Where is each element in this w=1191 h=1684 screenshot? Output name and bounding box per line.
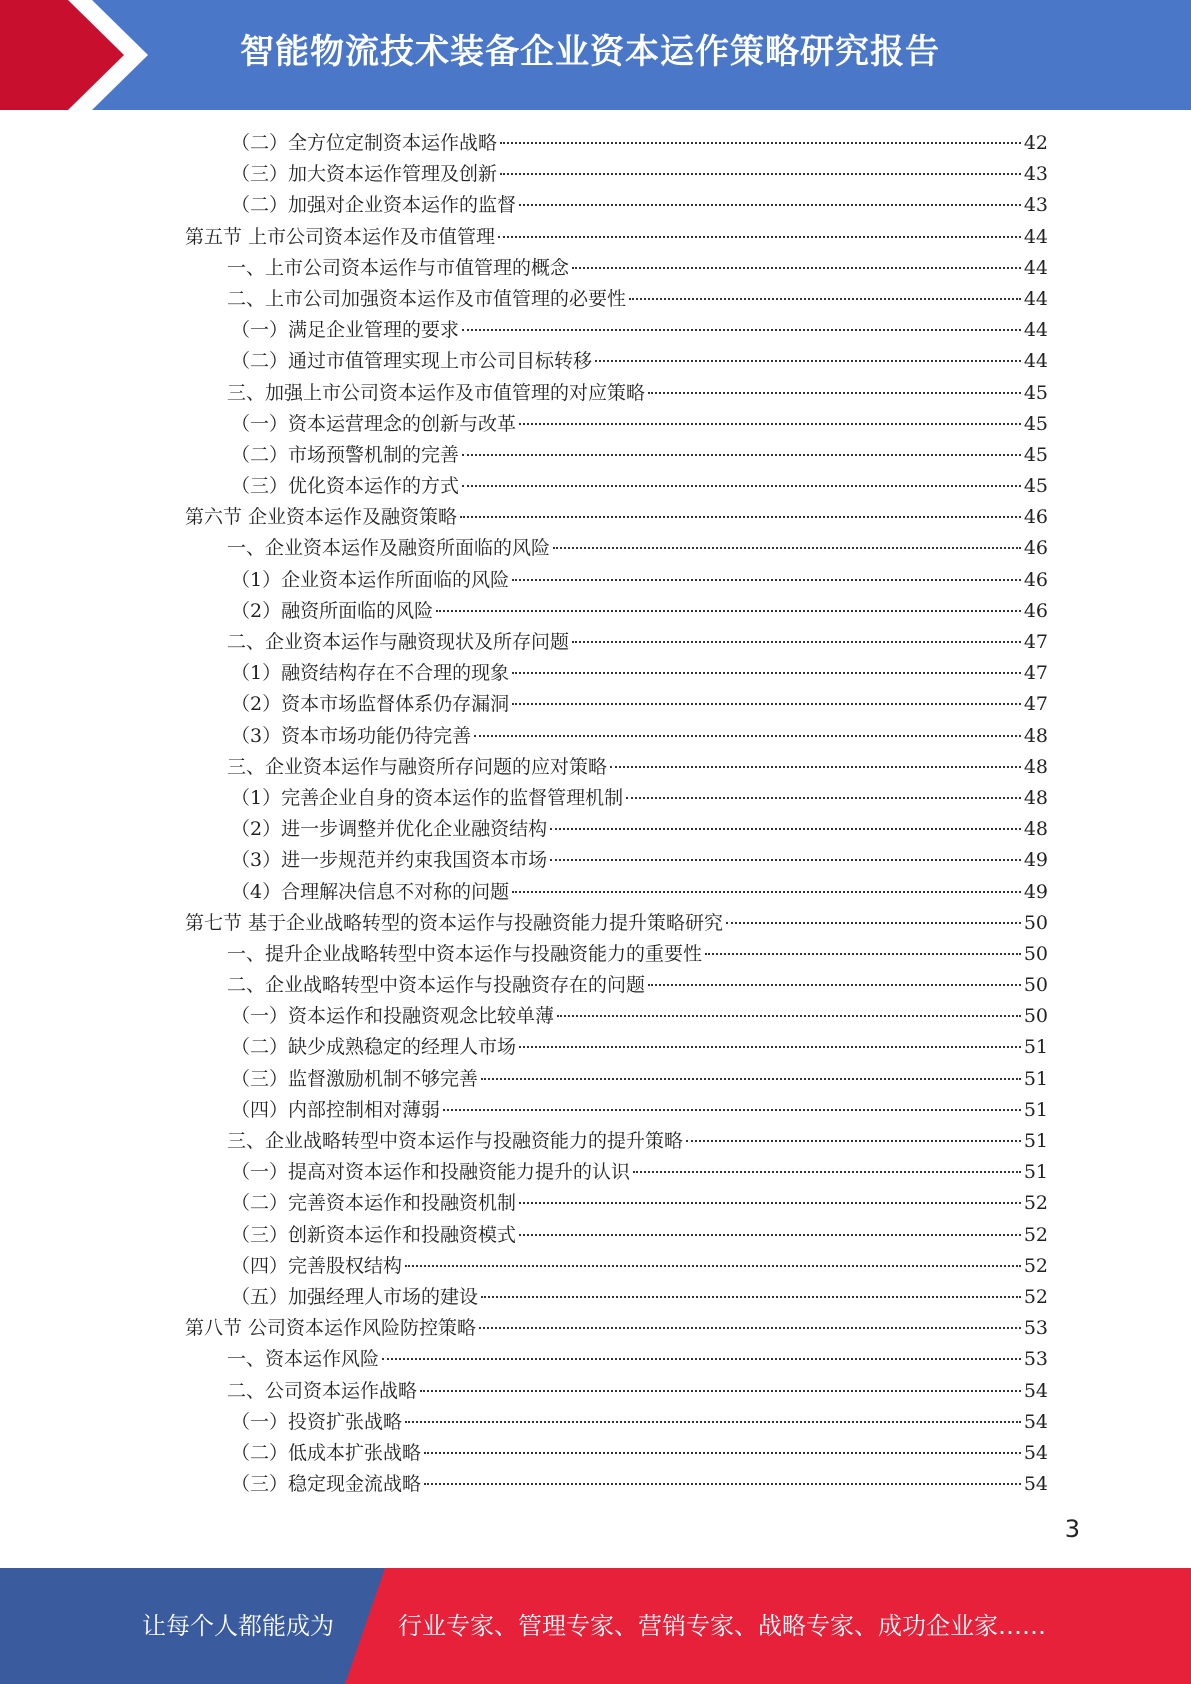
toc-entry[interactable] — [185, 253, 1048, 284]
toc-entry[interactable] — [185, 1032, 1048, 1063]
dot-leader — [553, 547, 1021, 549]
dot-leader — [519, 204, 1021, 206]
dot-leader — [424, 1483, 1021, 1485]
document-header — [0, 0, 1191, 110]
toc-entry-page: 45 — [1023, 381, 1048, 404]
toc-entry-title: （1）融资结构存在不合理的现象 — [231, 662, 510, 685]
toc-entry-page: 51 — [1023, 1161, 1048, 1184]
toc-entry-page: 54 — [1023, 1379, 1048, 1402]
toc-entry-title: 一、资本运作风险 — [227, 1348, 380, 1371]
toc-entry-page: 42 — [1023, 132, 1048, 154]
toc-entry-page: 46 — [1023, 537, 1048, 560]
toc-entry[interactable] — [185, 1064, 1048, 1095]
toc-entry-page: 49 — [1023, 880, 1048, 903]
toc-entry[interactable] — [185, 565, 1048, 596]
toc-entry-title: （二）缺少成熟稳定的经理人市场 — [231, 1036, 517, 1059]
dot-leader — [481, 1296, 1021, 1298]
dot-leader — [705, 953, 1021, 955]
toc-entry-page: 44 — [1023, 225, 1048, 248]
toc-entry-page: 46 — [1023, 568, 1048, 591]
toc-entry[interactable] — [185, 159, 1048, 190]
toc-entry-title: （三）稳定现金流战略 — [231, 1473, 422, 1496]
dot-leader — [550, 828, 1021, 830]
dot-leader — [420, 1390, 1021, 1392]
toc-entry[interactable] — [185, 533, 1048, 564]
toc-entry[interactable] — [185, 284, 1048, 315]
toc-entry-title: 二、公司资本运作战略 — [227, 1379, 418, 1402]
chevron-arrow-icon — [0, 0, 160, 110]
dot-leader — [550, 859, 1021, 861]
toc-entry-title: 一、企业资本运作及融资所面临的风险 — [227, 537, 551, 560]
toc-entry-title: （一）资本运作和投融资观念比较单薄 — [231, 1005, 555, 1028]
toc-entry-title: （二）完善资本运作和投融资机制 — [231, 1192, 517, 1215]
toc-entry-title: （三）监督激励机制不够完善 — [231, 1067, 479, 1090]
dot-leader — [572, 641, 1021, 643]
toc-entry[interactable] — [185, 1220, 1048, 1251]
toc-entry[interactable] — [185, 315, 1048, 346]
dot-leader — [382, 1358, 1021, 1360]
toc-entry-title: （3）资本市场功能仍待完善 — [231, 724, 472, 747]
toc-entry[interactable] — [185, 1126, 1048, 1157]
toc-entry[interactable] — [185, 1469, 1048, 1500]
toc-entry[interactable] — [185, 939, 1048, 970]
toc-entry-title: （四）完善股权结构 — [231, 1254, 403, 1277]
toc-entry-title: （二）市场预警机制的完善 — [231, 443, 460, 466]
toc-entry-page: 53 — [1023, 1348, 1048, 1371]
toc-entry-page: 53 — [1023, 1317, 1048, 1340]
toc-entry-page: 47 — [1023, 693, 1048, 716]
toc-entry-page: 44 — [1023, 287, 1048, 310]
toc-entry[interactable] — [185, 627, 1048, 658]
toc-entry-title: （二）全方位定制资本运作战略 — [231, 132, 498, 154]
toc-entry-page: 52 — [1023, 1192, 1048, 1215]
dot-leader — [481, 1078, 1021, 1080]
toc-entry[interactable] — [185, 658, 1048, 689]
toc-entry-page: 50 — [1023, 974, 1048, 997]
toc-entry-title: 第六节 企业资本运作及融资策略 — [185, 506, 458, 529]
dot-leader — [633, 1171, 1021, 1173]
dot-leader — [436, 610, 1021, 612]
toc-entry-page: 50 — [1023, 1005, 1048, 1028]
toc-entry-page: 51 — [1023, 1067, 1048, 1090]
toc-entry-page: 45 — [1023, 412, 1048, 435]
toc-entry[interactable] — [185, 1376, 1048, 1407]
toc-entry[interactable] — [185, 1344, 1048, 1375]
dot-leader — [405, 1421, 1021, 1423]
toc-entry-title: 三、企业资本运作与融资所存问题的应对策略 — [227, 755, 608, 778]
toc-entry-title: 二、企业资本运作与融资现状及所存问题 — [227, 631, 570, 653]
toc-entry-title: （1）完善企业自身的资本运作的监督管理机制 — [231, 786, 624, 809]
toc-entry-title: 二、企业战略转型中资本运作与投融资存在的问题 — [227, 974, 646, 997]
dot-leader — [519, 1046, 1021, 1048]
toc-entry-title: （4）合理解决信息不对称的问题 — [231, 880, 510, 903]
toc-entry[interactable] — [185, 1407, 1048, 1438]
toc-entry-page: 54 — [1023, 1441, 1048, 1464]
dot-leader — [500, 173, 1021, 175]
toc-entry-title: （三）创新资本运作和投融资模式 — [231, 1223, 517, 1246]
dot-leader — [686, 1140, 1021, 1142]
dot-leader — [460, 516, 1021, 518]
toc-entry[interactable] — [185, 783, 1048, 814]
document-title: 智能物流技术装备企业资本运作策略研究报告 — [240, 32, 940, 72]
toc-entry-page: 52 — [1023, 1285, 1048, 1308]
dot-leader — [424, 1452, 1021, 1454]
dot-leader — [626, 797, 1021, 799]
toc-entry-page: 51 — [1023, 1130, 1048, 1152]
table-of-contents — [185, 128, 1048, 1500]
toc-entry-title: （四）内部控制相对薄弱 — [231, 1098, 441, 1121]
toc-entry[interactable] — [185, 877, 1048, 908]
toc-entry-page: 44 — [1023, 256, 1048, 279]
footer-tagline: 行业专家、管理专家、营销专家、战略专家、成功企业家…… — [398, 1612, 1046, 1640]
toc-entry-page: 52 — [1023, 1254, 1048, 1277]
toc-entry[interactable] — [185, 1438, 1048, 1469]
toc-entry-page: 46 — [1023, 506, 1048, 529]
toc-entry[interactable] — [185, 1157, 1048, 1188]
toc-entry[interactable] — [185, 378, 1048, 409]
dot-leader — [519, 1202, 1021, 1204]
toc-entry[interactable] — [185, 1313, 1048, 1344]
toc-entry[interactable] — [185, 970, 1048, 1001]
toc-entry[interactable] — [185, 845, 1048, 876]
toc-entry-title: （二）低成本扩张战略 — [231, 1441, 422, 1464]
toc-entry-page: 44 — [1023, 319, 1048, 342]
toc-entry-page: 54 — [1023, 1473, 1048, 1496]
dot-leader — [595, 360, 1021, 362]
footer-slogan: 让每个人都能成为 — [142, 1612, 334, 1640]
toc-entry-page: 45 — [1023, 443, 1048, 466]
toc-entry-title: （二）通过市值管理实现上市公司目标转移 — [231, 350, 593, 373]
toc-entry-page: 48 — [1023, 818, 1048, 841]
toc-entry-page: 49 — [1023, 849, 1048, 872]
toc-entry-page: 51 — [1023, 1098, 1048, 1121]
toc-entry-page: 50 — [1023, 911, 1048, 934]
toc-entry-title: 一、上市公司资本运作与市值管理的概念 — [227, 256, 570, 279]
page-number: 3 — [1064, 1515, 1080, 1543]
toc-entry[interactable] — [185, 596, 1048, 627]
toc-entry[interactable] — [185, 721, 1048, 752]
dot-leader — [557, 1015, 1021, 1017]
toc-entry-title: （1）企业资本运作所面临的风险 — [231, 568, 510, 591]
toc-entry-page: 51 — [1023, 1036, 1048, 1059]
toc-entry-page: 48 — [1023, 786, 1048, 809]
dot-leader — [512, 672, 1021, 674]
dot-leader — [479, 1327, 1021, 1329]
toc-entry[interactable] — [185, 1001, 1048, 1032]
toc-entry[interactable] — [185, 440, 1048, 471]
toc-entry[interactable] — [185, 222, 1048, 253]
toc-entry-title: （一）资本运营理念的创新与改革 — [231, 412, 517, 435]
toc-entry-page: 50 — [1023, 942, 1048, 965]
toc-entry-page: 46 — [1023, 599, 1048, 622]
toc-entry-title: 三、加强上市公司资本运作及市值管理的对应策略 — [227, 381, 646, 404]
toc-entry-page: 54 — [1023, 1410, 1048, 1433]
toc-entry-title: （三）优化资本运作的方式 — [231, 475, 460, 498]
toc-entry[interactable] — [185, 190, 1048, 221]
dot-leader — [462, 329, 1021, 331]
toc-entry[interactable] — [185, 1188, 1048, 1219]
toc-entry-page: 48 — [1023, 755, 1048, 778]
toc-entry-title: 第八节 公司资本运作风险防控策略 — [185, 1317, 477, 1340]
toc-entry[interactable] — [185, 471, 1048, 502]
toc-entry[interactable] — [185, 752, 1048, 783]
dot-leader — [498, 236, 1021, 238]
dot-leader — [610, 766, 1021, 768]
toc-entry-title: 三、企业战略转型中资本运作与投融资能力的提升策略 — [227, 1130, 684, 1152]
toc-entry-title: 第七节 基于企业战略转型的资本运作与投融资能力提升策略研究 — [185, 911, 724, 934]
toc-entry-page: 45 — [1023, 475, 1048, 498]
toc-entry-page: 52 — [1023, 1223, 1048, 1246]
dot-leader — [519, 423, 1021, 425]
toc-entry-title: （2）资本市场监督体系仍存漏洞 — [231, 693, 510, 716]
dot-leader — [519, 1234, 1021, 1236]
dot-leader — [443, 1109, 1021, 1111]
toc-entry[interactable] — [185, 409, 1048, 440]
toc-entry-page: 44 — [1023, 350, 1048, 373]
toc-entry-title: （二）加强对企业资本运作的监督 — [231, 194, 517, 217]
dot-leader — [648, 392, 1021, 394]
toc-entry[interactable] — [185, 908, 1048, 939]
toc-entry-title: （2）融资所面临的风险 — [231, 599, 434, 622]
toc-entry-title: 第五节 上市公司资本运作及市值管理 — [185, 225, 496, 248]
toc-entry-title: （一）满足企业管理的要求 — [231, 319, 460, 342]
toc-entry[interactable] — [185, 1282, 1048, 1313]
dot-leader — [726, 922, 1021, 924]
dot-leader — [629, 298, 1021, 300]
toc-entry-page: 43 — [1023, 163, 1048, 186]
dot-leader — [512, 579, 1021, 581]
toc-entry-title: （3）进一步规范并约束我国资本市场 — [231, 849, 548, 872]
toc-entry[interactable] — [185, 346, 1048, 377]
dot-leader — [512, 703, 1021, 705]
dot-leader — [405, 1265, 1021, 1267]
toc-entry[interactable] — [185, 128, 1048, 159]
toc-entry-title: （五）加强经理人市场的建设 — [231, 1285, 479, 1308]
toc-entry-page: 43 — [1023, 194, 1048, 217]
dot-leader — [648, 984, 1021, 986]
toc-entry[interactable] — [185, 1251, 1048, 1282]
dot-leader — [500, 142, 1021, 144]
dot-leader — [462, 485, 1021, 487]
document-footer — [0, 1568, 1191, 1684]
toc-entry-title: （2）进一步调整并优化企业融资结构 — [231, 818, 548, 841]
toc-entry[interactable] — [185, 689, 1048, 720]
toc-entry-title: 二、上市公司加强资本运作及市值管理的必要性 — [227, 287, 627, 310]
toc-entry-title: （三）加大资本运作管理及创新 — [231, 163, 498, 186]
dot-leader — [572, 267, 1021, 269]
toc-entry-title: 一、提升企业战略转型中资本运作与投融资能力的重要性 — [227, 942, 703, 965]
dot-leader — [474, 735, 1021, 737]
toc-entry-page: 47 — [1023, 662, 1048, 685]
toc-entry[interactable] — [185, 814, 1048, 845]
toc-entry[interactable] — [185, 1095, 1048, 1126]
toc-entry-page: 47 — [1023, 631, 1048, 653]
toc-entry-title: （一）投资扩张战略 — [231, 1410, 403, 1433]
toc-entry-title: （一）提高对资本运作和投融资能力提升的认识 — [231, 1161, 631, 1184]
toc-entry[interactable] — [185, 502, 1048, 533]
dot-leader — [512, 891, 1021, 893]
dot-leader — [462, 454, 1021, 456]
toc-entry-page: 48 — [1023, 724, 1048, 747]
